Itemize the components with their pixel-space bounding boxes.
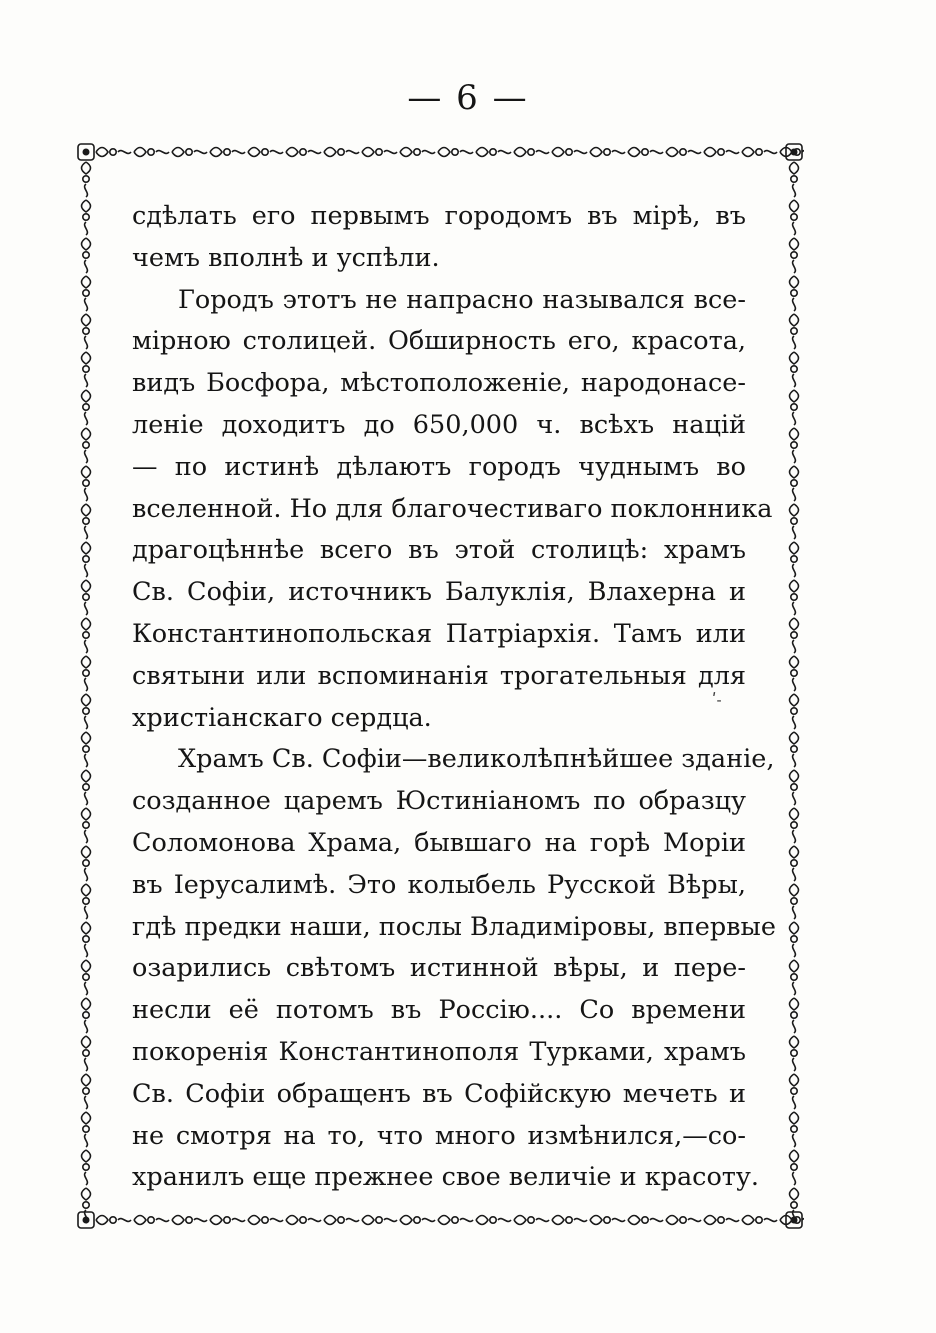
text-line: леніе доходитъ до 650,000 ч. всѣхъ націй	[132, 409, 746, 440]
text-line: озарились свѣтомъ истинной вѣры, и пере-	[132, 953, 746, 984]
text-line: — по истинѣ дѣлаютъ городъ чуднымъ во	[132, 451, 746, 482]
text-line: гдѣ предки наши, послы Владиміровы, впервые	[132, 911, 776, 942]
text-line: Городъ этотъ не напрасно назывался все-	[178, 284, 746, 315]
paragraph-1	[132, 196, 746, 280]
paragraph-2	[132, 280, 773, 740]
text-line: покоренія Константинополя Турками, храмъ	[132, 1036, 746, 1067]
text-line: мірною столицей. Обширность его, красота,	[132, 326, 746, 357]
text-line: святыни или вспоминанія трогательныя для	[132, 660, 746, 691]
text-line: драгоцѣннѣе всего въ этой столицѣ: храмъ	[132, 535, 746, 566]
text-line: въ Іерусалимѣ. Это колыбель Русской Вѣры,	[132, 869, 746, 900]
paragraph-3	[132, 739, 776, 1199]
text-line: Соломонова Храма, бывшаго на горѣ Моріи	[132, 827, 746, 858]
text-line: Св. Софіи обращенъ въ Софійскую мечеть и	[132, 1078, 746, 1109]
text-line: Храмъ Св. Софіи—великолѣпнѣйшее зданіе,	[178, 744, 775, 775]
text-line: христіанскаго сердца.	[132, 702, 432, 733]
text-line: хранилъ еще прежнее свое величіе и красоту.	[132, 1162, 760, 1193]
text-line: видъ Босфора, мѣстоположеніе, народонасе-	[132, 368, 746, 399]
text-line: сдѣлать его первымъ городомъ въ мірѣ, въ	[132, 201, 746, 231]
text-line: чемъ вполнѣ и успѣли.	[132, 242, 440, 273]
text-line: несли её потомъ въ Россію.... Со времени	[132, 995, 746, 1026]
text-line: Св. Софіи, источникъ Балуклія, Влахерна и	[132, 577, 746, 608]
text-line: не смотря на то, что много измѣнился,—со-	[132, 1120, 746, 1151]
page-number: — 6 —	[407, 78, 529, 118]
text-line: вселенной. Но для благочестиваго поклонника	[132, 493, 773, 524]
text-line: Константинопольская Патріархія. Тамъ или	[132, 618, 746, 649]
page-text	[132, 196, 776, 1199]
stray-print-mark: ʹ˗	[712, 690, 722, 709]
text-line: созданное царемъ Юстиніаномъ по образцу	[132, 786, 746, 817]
